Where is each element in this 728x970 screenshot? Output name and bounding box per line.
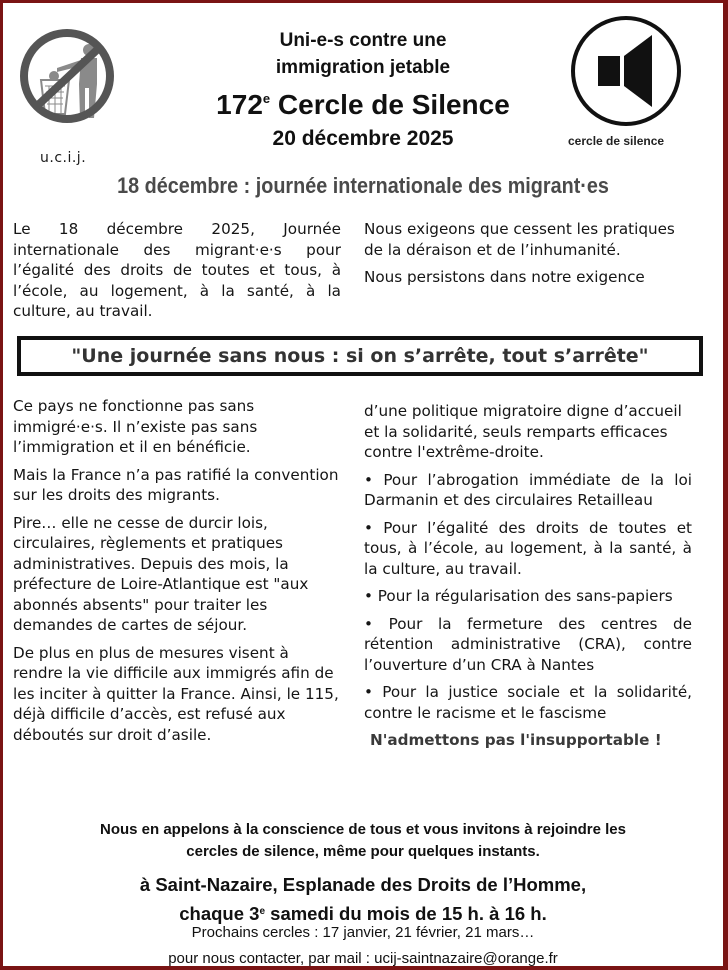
tagline-line1: Uni-e-s contre une: [279, 30, 447, 51]
speaker-icon: [566, 11, 686, 131]
flyer-page: [3, 3, 723, 966]
demand-item: • Pour la fermeture des centres de rétention administrative (CRA), contre l’ouverture d’un CRA à Nantes: [364, 614, 692, 674]
demand-item: • Pour la justice sociale et la solidarité, contre le racisme et le fascisme: [364, 683, 692, 722]
tagline-line2: immigration jetable: [275, 57, 451, 78]
page-title: [143, 89, 583, 121]
intro-right: [364, 219, 692, 295]
title-text: Cercle de Silence: [270, 89, 510, 120]
call-line: cercles de silence, même pour quelques instants.: [186, 843, 540, 860]
body-paragraph: Pire… elle ne cesse de durcir lois, circulaires, règlements et pratiques administratives. Depuis des mois, la préfecture de Loire-Atlantique est "aux abonnés absents" pour traiter les demandes de cartes de séjour.: [13, 513, 309, 634]
no-littering-icon: [17, 28, 117, 124]
call-to-action: [3, 819, 723, 863]
cercle-de-silence-caption: cercle de silence: [568, 134, 665, 148]
organization-acronym: u.c.i.j.: [40, 150, 87, 166]
slogan-box: [17, 336, 703, 376]
subtitle: 18 décembre : journée internationale des migrant·es: [117, 173, 609, 198]
intro-paragraph: Nous exigeons que cessent les pratiques de la déraison et de l’inhumanité.: [364, 220, 675, 259]
body-paragraph: d’une politique migratoire digne d’accueil et la solidarité, seuls remparts efficaces contre l'extrême-droite.: [364, 402, 682, 461]
body-paragraph: Mais la France n’a pas ratifié la convention sur les droits des migrants.: [13, 465, 339, 504]
slogan-text: "Une journée sans nous : si on s’arrête, tout s’arrête": [71, 345, 649, 367]
next-dates: Prochains cercles : 17 janvier, 21 février, 21 mars…: [191, 924, 535, 941]
schedule-text: chaque 3: [179, 903, 260, 925]
schedule-ordinal: e: [259, 906, 266, 917]
body-right-column: [364, 401, 692, 758]
schedule-text: samedi du mois de 15 h. à 16 h.: [265, 903, 547, 925]
title-ordinal: e: [262, 91, 271, 106]
contact-line: pour nous contacter, par mail : ucij-saintnazaire@orange.fr: [168, 950, 558, 967]
demand-item: • Pour l’égalité des droits de toutes et tous, à l’école, au logement, à la santé, à la culture, au travail.: [364, 518, 692, 578]
body-paragraph: Ce pays ne fonctionne pas sans immigré·e·s. Il n’existe pas sans l’immigration et il en bénéficie.: [13, 397, 258, 456]
demand-item: • Pour l’abrogation immédiate de la loi Darmanin et des circulaires Retailleau: [364, 470, 692, 509]
tagline: [143, 27, 583, 81]
intro-paragraph: Nous persistons dans notre exigence: [364, 268, 645, 286]
intro-left: [13, 219, 341, 329]
closing-slogan: N'admettons pas l'insupportable !: [370, 731, 662, 749]
event-date: 20 décembre 2025: [272, 127, 454, 150]
call-line: Nous en appelons à la conscience de tous et vous invitons à rejoindre les: [100, 821, 626, 838]
location-line: à Saint-Nazaire, Esplanade des Droits de l’Homme,: [139, 874, 587, 895]
intro-paragraph: Le 18 décembre 2025, Journée internationale des migrant·e·s pour l’égalité des droits de toutes et tous, à l’école, au logement, à la santé, à la culture, au travail.: [13, 220, 341, 320]
body-left-column: [13, 396, 341, 752]
body-paragraph: De plus en plus de mesures visent à rendre la vie difficile aux immigrés afin de les inciter à quitter la France. Ainsi, le 115, déjà difficile d’accès, est refusé aux déboutés sur droit d’asile.: [13, 643, 339, 744]
title-number: 172: [216, 89, 263, 120]
demand-item: • Pour la régularisation des sans-papiers: [364, 587, 673, 605]
location-schedule: [3, 872, 723, 927]
